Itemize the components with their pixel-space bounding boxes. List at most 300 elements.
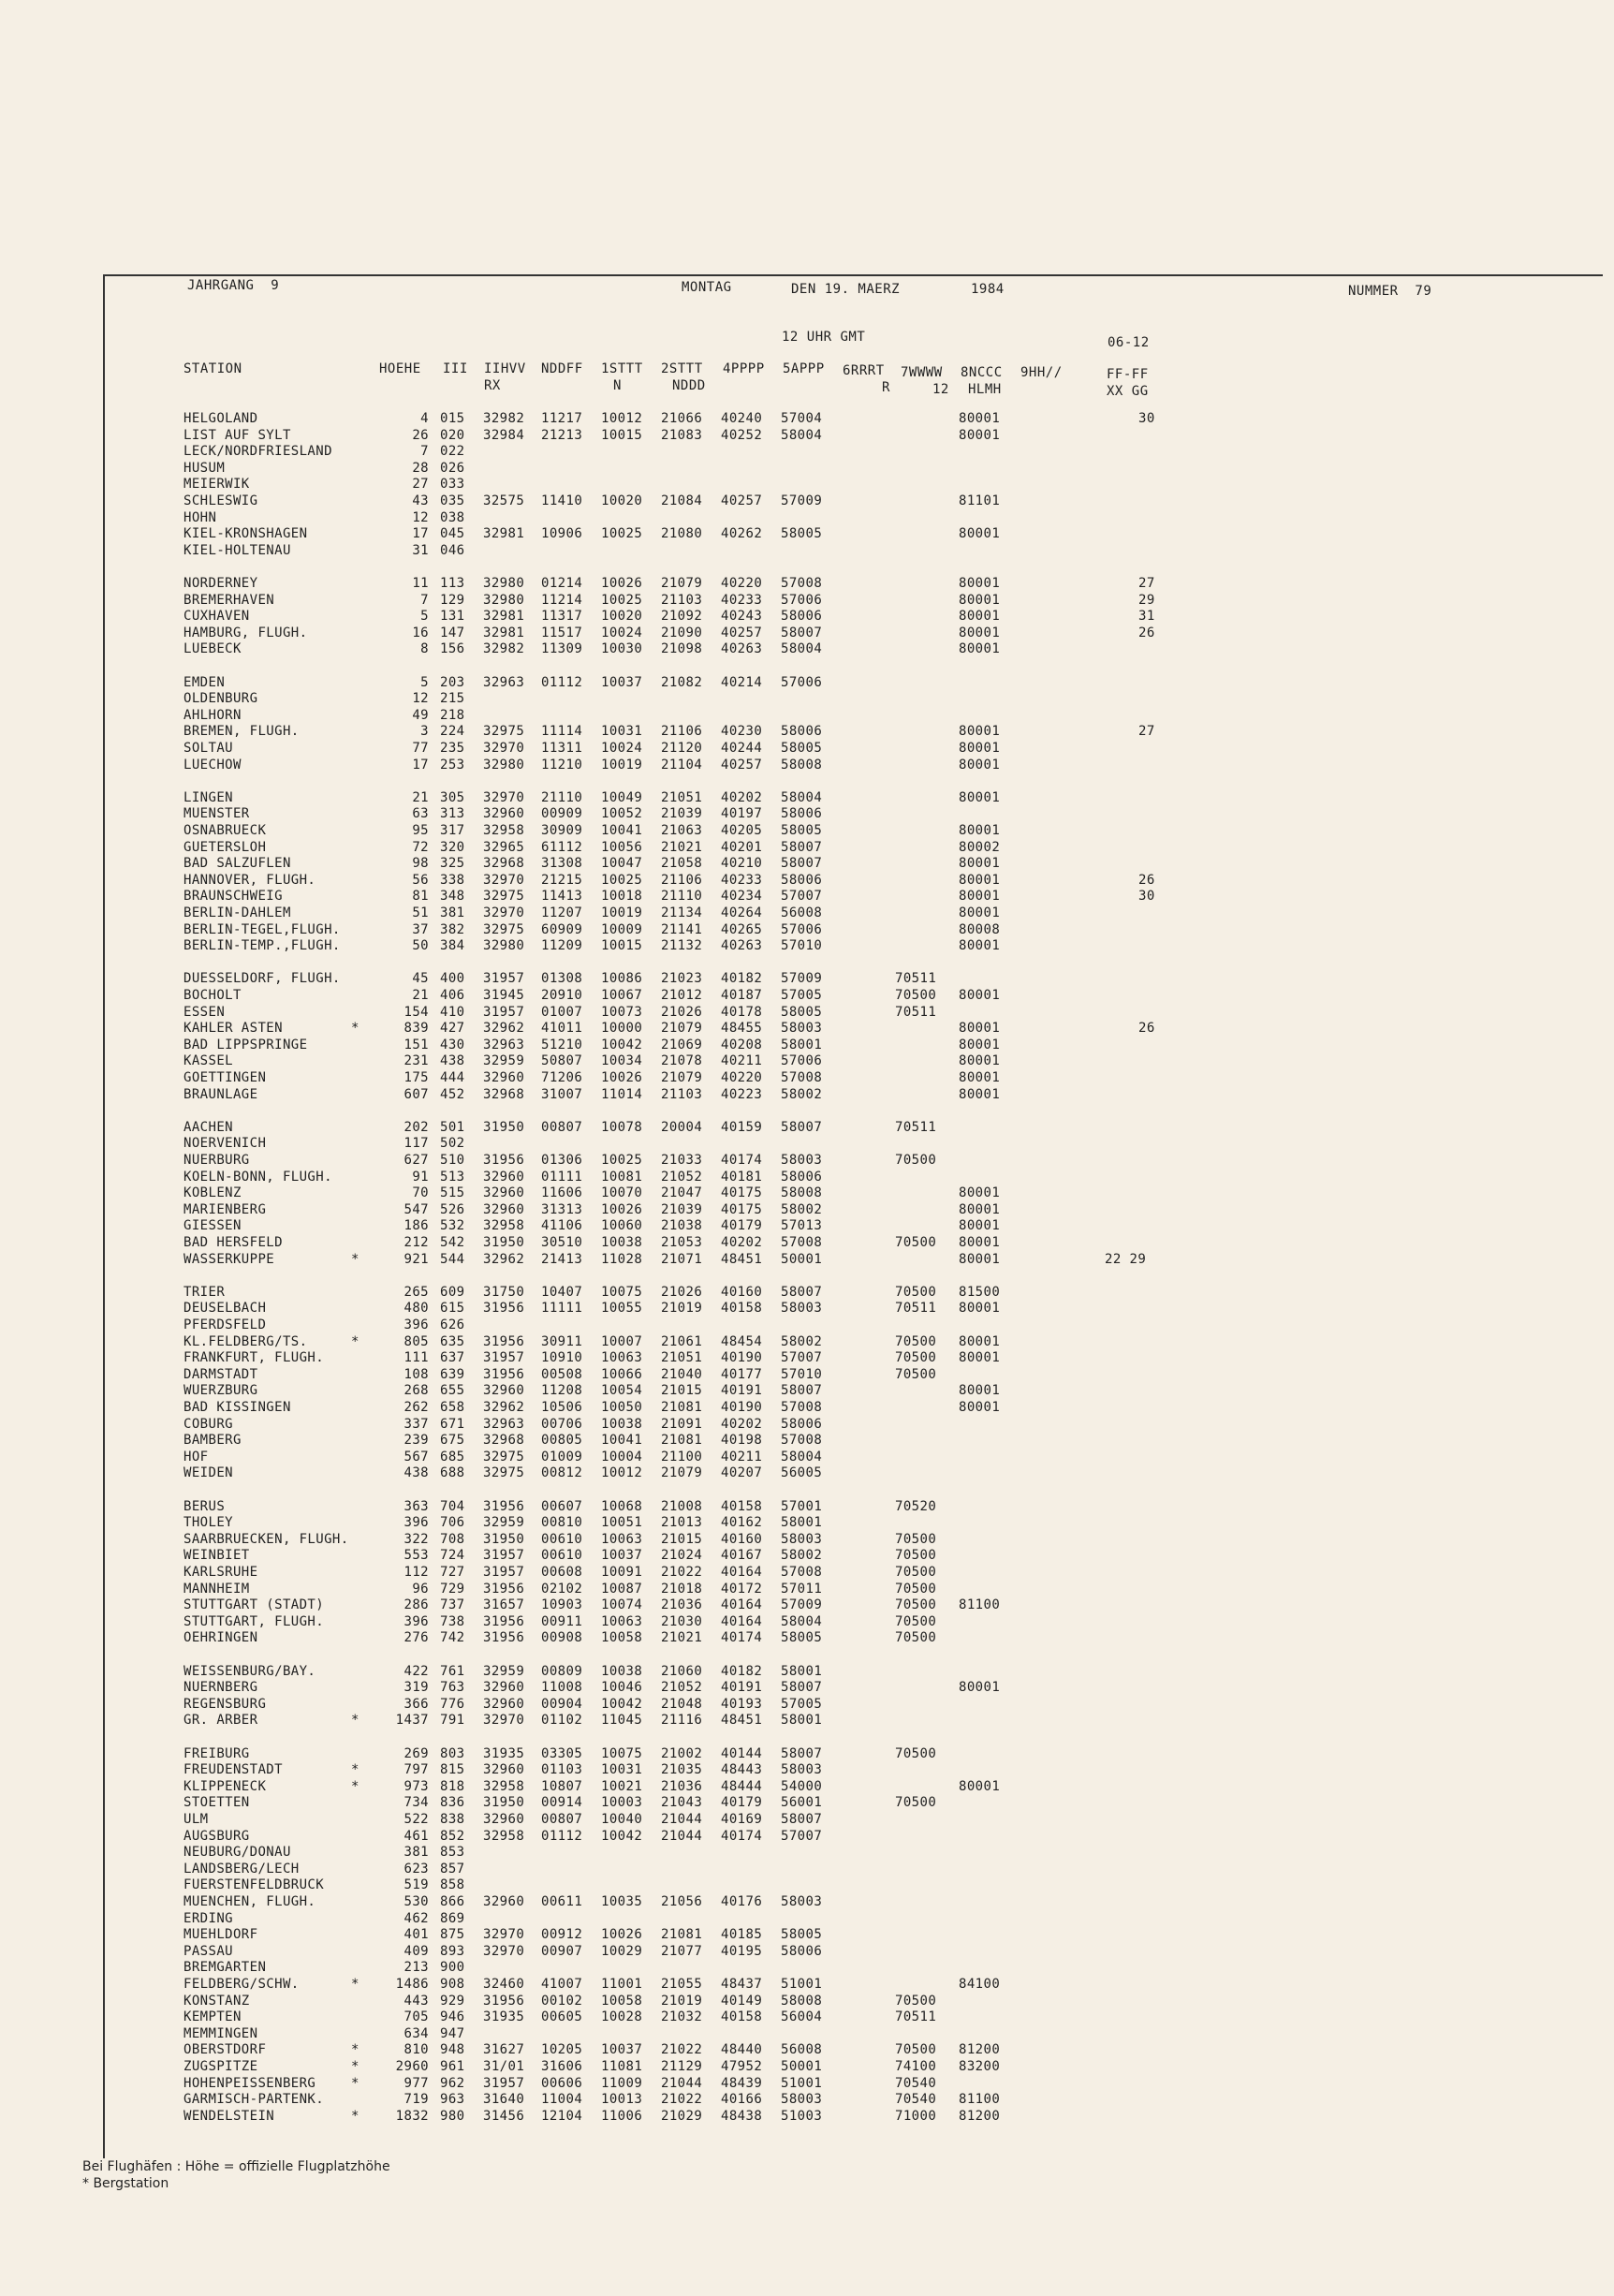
group-5appp: 57008 — [781, 1070, 823, 1085]
group-1sttt: 10049 — [601, 789, 643, 805]
group-nddff: 30911 — [541, 1333, 583, 1349]
group-iihvv: 32980 — [483, 576, 525, 591]
group-4pppp: 40178 — [721, 1004, 763, 1020]
station-name: WENDELSTEIN — [183, 2108, 275, 2124]
group-4pppp: 40220 — [721, 576, 763, 591]
group-1sttt: 10038 — [601, 1663, 643, 1679]
station-row — [0, 1581, 1614, 1597]
altitude: 7 — [420, 444, 429, 460]
station-row — [0, 525, 1614, 542]
group-nddff: 30909 — [541, 823, 583, 838]
station-row — [0, 1382, 1614, 1399]
group-nddff: 01007 — [541, 1004, 583, 1020]
station-id: 961 — [440, 2059, 465, 2074]
station-id: 742 — [440, 1630, 465, 1646]
group-5appp: 58005 — [781, 526, 823, 542]
col-nddff: NDDFF — [541, 361, 583, 376]
mountain-marker: * — [351, 2042, 359, 2058]
group-2sttt: 20004 — [661, 1119, 703, 1135]
mountain-marker: * — [351, 1333, 359, 1349]
station-name: FREIBURG — [183, 1745, 250, 1761]
group-iihvv: 31956 — [483, 1498, 525, 1514]
station-id: 763 — [440, 1680, 465, 1696]
group-8nccc: 80001 — [959, 1680, 1001, 1696]
station-name: ERDING — [183, 1910, 233, 1926]
group-nddff: 01103 — [541, 1762, 583, 1778]
station-row — [0, 1086, 1614, 1103]
group-2sttt: 21044 — [661, 2075, 703, 2091]
group-1sttt: 10091 — [601, 1565, 643, 1580]
station-name: MUENCHEN, FLUGH. — [183, 1894, 316, 1909]
group-5appp: 57010 — [781, 1366, 823, 1382]
group-8nccc: 80001 — [959, 988, 1001, 1003]
group-1sttt: 10078 — [601, 1119, 643, 1135]
station-id: 729 — [440, 1581, 465, 1597]
station-row — [0, 1234, 1614, 1251]
group-2sttt: 21104 — [661, 757, 703, 773]
group-nddff: 71206 — [541, 1070, 583, 1085]
group-4pppp: 40169 — [721, 1812, 763, 1827]
group-5appp: 58005 — [781, 1004, 823, 1020]
station-row — [0, 1052, 1614, 1069]
station-id: 639 — [440, 1366, 465, 1382]
group-4pppp: 40193 — [721, 1696, 763, 1712]
group-1sttt: 10052 — [601, 806, 643, 822]
group-7wwww: 70500 — [895, 1333, 937, 1349]
station-name: NOERVENICH — [183, 1136, 267, 1152]
group-2sttt: 21083 — [661, 427, 703, 443]
group-2sttt: 21023 — [661, 971, 703, 987]
station-row — [0, 1498, 1614, 1515]
station-row — [0, 1828, 1614, 1845]
group-7wwww: 70500 — [895, 1235, 937, 1250]
group-iihvv: 31956 — [483, 1153, 525, 1168]
group-8nccc: 80001 — [959, 938, 1001, 954]
group-4pppp: 40197 — [721, 806, 763, 822]
station-row — [0, 1531, 1614, 1548]
station-id: 542 — [440, 1235, 465, 1250]
station-name: STOETTEN — [183, 1795, 250, 1811]
group-nddff: 41007 — [541, 1977, 583, 1992]
station-id: 147 — [440, 625, 465, 640]
group-4pppp: 40166 — [721, 2092, 763, 2108]
group-1sttt: 10037 — [601, 674, 643, 690]
group-8nccc: 80001 — [959, 1218, 1001, 1234]
date: DEN 19. MAERZ — [791, 282, 901, 297]
group-5appp: 58003 — [781, 1894, 823, 1909]
group-iihvv: 32970 — [483, 789, 525, 805]
altitude: 276 — [404, 1630, 429, 1646]
group-iihvv: 31627 — [483, 2042, 525, 2058]
station-name: BAD KISSINGEN — [183, 1400, 291, 1415]
group-iihvv: 32575 — [483, 493, 525, 508]
group-4pppp: 40201 — [721, 839, 763, 855]
station-id: 900 — [440, 1960, 465, 1976]
station-name: KEMPTEN — [183, 2009, 242, 2025]
altitude: 921 — [404, 1251, 429, 1267]
station-name: KONSTANZ — [183, 1993, 250, 2009]
group-4pppp: 48439 — [721, 2075, 763, 2091]
group-5appp: 58002 — [781, 1201, 823, 1217]
group-iihvv: 32960 — [483, 806, 525, 822]
station-id: 038 — [440, 509, 465, 525]
group-iihvv: 32959 — [483, 1663, 525, 1679]
group-iihvv: 32981 — [483, 526, 525, 542]
group-nddff: 11606 — [541, 1185, 583, 1201]
station-name: KIEL-HOLTENAU — [183, 542, 291, 558]
altitude: 186 — [404, 1218, 429, 1234]
group-nddff: 00908 — [541, 1630, 583, 1646]
station-id: 113 — [440, 576, 465, 591]
station-id: 224 — [440, 724, 465, 740]
group-4pppp: 48444 — [721, 1778, 763, 1794]
group-5appp: 57013 — [781, 1218, 823, 1234]
group-4pppp: 40262 — [721, 526, 763, 542]
station-name: DARMSTADT — [183, 1366, 258, 1382]
altitude: 70 — [412, 1185, 429, 1201]
station-id: 020 — [440, 427, 465, 443]
group-4pppp: 40208 — [721, 1037, 763, 1052]
station-id: 544 — [440, 1251, 465, 1267]
col-9hh: 9HH// — [1020, 365, 1063, 380]
station-id: 761 — [440, 1663, 465, 1679]
group-iihvv: 31750 — [483, 1284, 525, 1300]
group-4pppp: 40265 — [721, 921, 763, 937]
group-5appp: 57009 — [781, 493, 823, 508]
group-8nccc: 80001 — [959, 872, 1001, 888]
station-row — [0, 1514, 1614, 1531]
group-5appp: 58003 — [781, 1301, 823, 1317]
group-nddff: 01112 — [541, 674, 583, 690]
group-7wwww: 70500 — [895, 1993, 937, 2009]
group-nddff: 51210 — [541, 1037, 583, 1052]
station-id: 384 — [440, 938, 465, 954]
station-id: 688 — [440, 1465, 465, 1481]
station-row — [0, 1119, 1614, 1136]
station-name: BERLIN-DAHLEM — [183, 905, 291, 920]
group-iihvv: 31957 — [483, 2075, 525, 2091]
group-5appp: 58007 — [781, 1812, 823, 1827]
group-4pppp: 40230 — [721, 724, 763, 740]
group-ff: 30 — [1138, 411, 1155, 426]
group-4pppp: 40167 — [721, 1548, 763, 1564]
station-row — [0, 1597, 1614, 1613]
group-2sttt: 21051 — [661, 789, 703, 805]
year: 1984 — [971, 282, 1005, 297]
group-5appp: 51001 — [781, 2075, 823, 2091]
altitude: 96 — [412, 1581, 429, 1597]
group-nddff: 00605 — [541, 2009, 583, 2025]
group-1sttt: 10020 — [601, 609, 643, 625]
station-id: 203 — [440, 674, 465, 690]
altitude: 21 — [412, 988, 429, 1003]
station-row — [0, 2041, 1614, 2058]
altitude: 262 — [404, 1400, 429, 1415]
group-2sttt: 21106 — [661, 872, 703, 888]
group-4pppp: 48443 — [721, 1762, 763, 1778]
group-2sttt: 21044 — [661, 1828, 703, 1844]
altitude: 634 — [404, 2025, 429, 2041]
station-id: 866 — [440, 1894, 465, 1909]
group-5appp: 58005 — [781, 823, 823, 838]
group-1sttt: 10054 — [601, 1383, 643, 1399]
altitude: 108 — [404, 1366, 429, 1382]
group-1sttt: 10074 — [601, 1597, 643, 1613]
group-7wwww: 70500 — [895, 1613, 937, 1629]
mountain-marker: * — [351, 1778, 359, 1794]
station-name: NORDERNEY — [183, 576, 258, 591]
station-name: BERUS — [183, 1498, 226, 1514]
group-2sttt: 21134 — [661, 905, 703, 920]
altitude: 98 — [412, 856, 429, 872]
group-1sttt: 10087 — [601, 1581, 643, 1597]
group-1sttt: 10041 — [601, 1433, 643, 1449]
station-id: 838 — [440, 1812, 465, 1827]
station-row — [0, 1926, 1614, 1943]
group-7wwww: 70500 — [895, 1597, 937, 1613]
altitude: 462 — [404, 1910, 429, 1926]
altitude: 2960 — [395, 2059, 429, 2074]
station-id: 400 — [440, 971, 465, 987]
group-1sttt: 10063 — [601, 1350, 643, 1366]
group-4pppp: 47952 — [721, 2059, 763, 2074]
group-nddff: 00611 — [541, 1894, 583, 1909]
group-iihvv: 32960 — [483, 1680, 525, 1696]
group-4pppp: 40181 — [721, 1169, 763, 1185]
group-2sttt: 21026 — [661, 1284, 703, 1300]
group-nddff: 00807 — [541, 1812, 583, 1827]
group-5appp: 58007 — [781, 1680, 823, 1696]
station-row — [0, 1004, 1614, 1021]
station-row — [0, 1251, 1614, 1268]
group-8nccc: 80001 — [959, 1333, 1001, 1349]
group-iihvv: 32960 — [483, 1070, 525, 1085]
group-2sttt: 21019 — [661, 1993, 703, 2009]
group-nddff: 11317 — [541, 609, 583, 625]
group-4pppp: 40233 — [721, 872, 763, 888]
group-5appp: 58006 — [781, 1416, 823, 1432]
station-row — [0, 2058, 1614, 2075]
station-id: 948 — [440, 2042, 465, 2058]
group-nddff: 11207 — [541, 905, 583, 920]
station-id: 305 — [440, 789, 465, 805]
group-iihvv: 32960 — [483, 1383, 525, 1399]
group-1sttt: 10018 — [601, 889, 643, 905]
station-name: MUENSTER — [183, 806, 250, 822]
group-8nccc: 80001 — [959, 1235, 1001, 1250]
group-iihvv: 32982 — [483, 641, 525, 657]
station-name: ULM — [183, 1812, 209, 1827]
station-row — [0, 1366, 1614, 1383]
group-4pppp: 40176 — [721, 1894, 763, 1909]
station-id: 929 — [440, 1993, 465, 2009]
station-id: 382 — [440, 921, 465, 937]
report-period: 06-12 — [1108, 335, 1150, 350]
station-id: 818 — [440, 1778, 465, 1794]
group-ff: 30 — [1138, 889, 1155, 905]
group-iihvv: 31956 — [483, 1993, 525, 2009]
group-4pppp: 40211 — [721, 1053, 763, 1069]
station-id: 675 — [440, 1433, 465, 1449]
group-1sttt: 10037 — [601, 2042, 643, 2058]
group-2sttt: 21110 — [661, 889, 703, 905]
group-1sttt: 10042 — [601, 1828, 643, 1844]
group-nddff: 50807 — [541, 1053, 583, 1069]
group-1sttt: 10000 — [601, 1021, 643, 1037]
group-iihvv: 31945 — [483, 988, 525, 1003]
group-5appp: 56008 — [781, 2042, 823, 2058]
group-iihvv: 31/01 — [483, 2059, 525, 2074]
group-5appp: 58003 — [781, 1531, 823, 1547]
station-name: BAD LIPPSPRINGE — [183, 1037, 308, 1052]
group-iihvv: 31950 — [483, 1235, 525, 1250]
group-4pppp: 40207 — [721, 1465, 763, 1481]
station-id: 776 — [440, 1696, 465, 1712]
group-1sttt: 10051 — [601, 1515, 643, 1531]
group-2sttt: 21106 — [661, 724, 703, 740]
group-4pppp: 40164 — [721, 1597, 763, 1613]
station-name: LUEBECK — [183, 641, 242, 657]
group-2sttt: 21033 — [661, 1153, 703, 1168]
group-iihvv: 32460 — [483, 1977, 525, 1992]
group-8nccc: 80001 — [959, 1301, 1001, 1317]
group-4pppp: 40164 — [721, 1565, 763, 1580]
group-1sttt: 10068 — [601, 1498, 643, 1514]
group-1sttt: 10024 — [601, 625, 643, 640]
group-5appp: 56001 — [781, 1795, 823, 1811]
station-name: PASSAU — [183, 1943, 233, 1959]
group-8nccc: 80001 — [959, 1400, 1001, 1415]
group-2sttt: 21081 — [661, 1433, 703, 1449]
group-5appp: 58008 — [781, 1993, 823, 2009]
group-8nccc: 80002 — [959, 839, 1001, 855]
group-8nccc: 80001 — [959, 889, 1001, 905]
group-5appp: 57009 — [781, 1597, 823, 1613]
group-2sttt: 21043 — [661, 1795, 703, 1811]
group-iihvv: 32958 — [483, 1828, 525, 1844]
group-1sttt: 10031 — [601, 1762, 643, 1778]
group-nddff: 01112 — [541, 1828, 583, 1844]
station-row — [0, 757, 1614, 773]
group-4pppp: 48438 — [721, 2108, 763, 2124]
group-1sttt: 10070 — [601, 1185, 643, 1201]
station-row — [0, 723, 1614, 740]
mountain-marker: * — [351, 1021, 359, 1037]
altitude: 27 — [412, 477, 429, 493]
group-8nccc: 83200 — [959, 2059, 1001, 2074]
station-name: GR. ARBER — [183, 1713, 258, 1729]
group-1sttt: 10015 — [601, 427, 643, 443]
station-row — [0, 2091, 1614, 2108]
report-time: 12 UHR GMT — [782, 330, 866, 345]
altitude: 363 — [404, 1498, 429, 1514]
altitude: 12 — [412, 509, 429, 525]
group-4pppp: 40202 — [721, 1235, 763, 1250]
group-nddff: 11214 — [541, 592, 583, 608]
station-id: 513 — [440, 1169, 465, 1185]
station-row — [0, 707, 1614, 724]
station-name: ZUGSPITZE — [183, 2059, 258, 2074]
mountain-marker: * — [351, 1977, 359, 1992]
group-nddff: 11004 — [541, 2092, 583, 2108]
station-row — [0, 674, 1614, 691]
station-row — [0, 1300, 1614, 1317]
group-nddff: 00610 — [541, 1548, 583, 1564]
group-4pppp: 40198 — [721, 1433, 763, 1449]
group-4pppp: 48454 — [721, 1333, 763, 1349]
col-8nccc-sub: HLMH — [968, 382, 1002, 397]
group-7wwww: 70540 — [895, 2075, 937, 2091]
station-row — [0, 970, 1614, 987]
group-iihvv: 32960 — [483, 1169, 525, 1185]
station-row — [0, 1317, 1614, 1333]
group-4pppp: 40211 — [721, 1449, 763, 1464]
station-row — [0, 740, 1614, 757]
group-7wwww: 70500 — [895, 1153, 937, 1168]
group-5appp: 56005 — [781, 1465, 823, 1481]
altitude: 268 — [404, 1383, 429, 1399]
altitude: 202 — [404, 1119, 429, 1135]
group-8nccc: 80001 — [959, 1185, 1001, 1201]
group-4pppp: 40243 — [721, 609, 763, 625]
group-5appp: 58002 — [781, 1333, 823, 1349]
group-iihvv: 32960 — [483, 1894, 525, 1909]
station-id: 737 — [440, 1597, 465, 1613]
station-row — [0, 1976, 1614, 1993]
group-1sttt: 10038 — [601, 1235, 643, 1250]
altitude: 839 — [404, 1021, 429, 1037]
station-id: 815 — [440, 1762, 465, 1778]
col-6rrrt: 6RRRT — [843, 363, 885, 378]
group-5appp: 58001 — [781, 1515, 823, 1531]
group-1sttt: 10063 — [601, 1613, 643, 1629]
station-name: LECK/NORDFRIESLAND — [183, 444, 332, 460]
altitude: 607 — [404, 1086, 429, 1102]
group-4pppp: 40159 — [721, 1119, 763, 1135]
group-7wwww: 70500 — [895, 1745, 937, 1761]
group-nddff: 01306 — [541, 1153, 583, 1168]
station-row — [0, 1696, 1614, 1713]
station-name: CUXHAVEN — [183, 609, 250, 625]
group-iihvv: 31957 — [483, 1548, 525, 1564]
group-8nccc: 80001 — [959, 856, 1001, 872]
station-row — [0, 575, 1614, 592]
group-nddff: 10407 — [541, 1284, 583, 1300]
station-id: 501 — [440, 1119, 465, 1135]
group-2sttt: 21018 — [661, 1581, 703, 1597]
group-1sttt: 11001 — [601, 1977, 643, 1992]
group-iihvv: 32975 — [483, 921, 525, 937]
group-nddff: 01102 — [541, 1713, 583, 1729]
group-nddff: 11410 — [541, 493, 583, 508]
group-4pppp: 40195 — [721, 1943, 763, 1959]
station-name: HOF — [183, 1449, 209, 1464]
group-5appp: 58006 — [781, 806, 823, 822]
group-8nccc: 80001 — [959, 411, 1001, 426]
station-name: HOHENPEISSENBERG — [183, 2075, 316, 2091]
group-2sttt: 21022 — [661, 2092, 703, 2108]
station-name: LUECHOW — [183, 757, 242, 773]
altitude: 81 — [412, 889, 429, 905]
station-name: FRANKFURT, FLUGH. — [183, 1350, 325, 1366]
altitude: 547 — [404, 1201, 429, 1217]
altitude: 239 — [404, 1433, 429, 1449]
station-name: ESSEN — [183, 1004, 226, 1020]
group-iihvv: 32962 — [483, 1251, 525, 1267]
group-nddff: 10807 — [541, 1778, 583, 1794]
station-name: EMDEN — [183, 674, 226, 690]
group-2sttt: 21066 — [661, 411, 703, 426]
